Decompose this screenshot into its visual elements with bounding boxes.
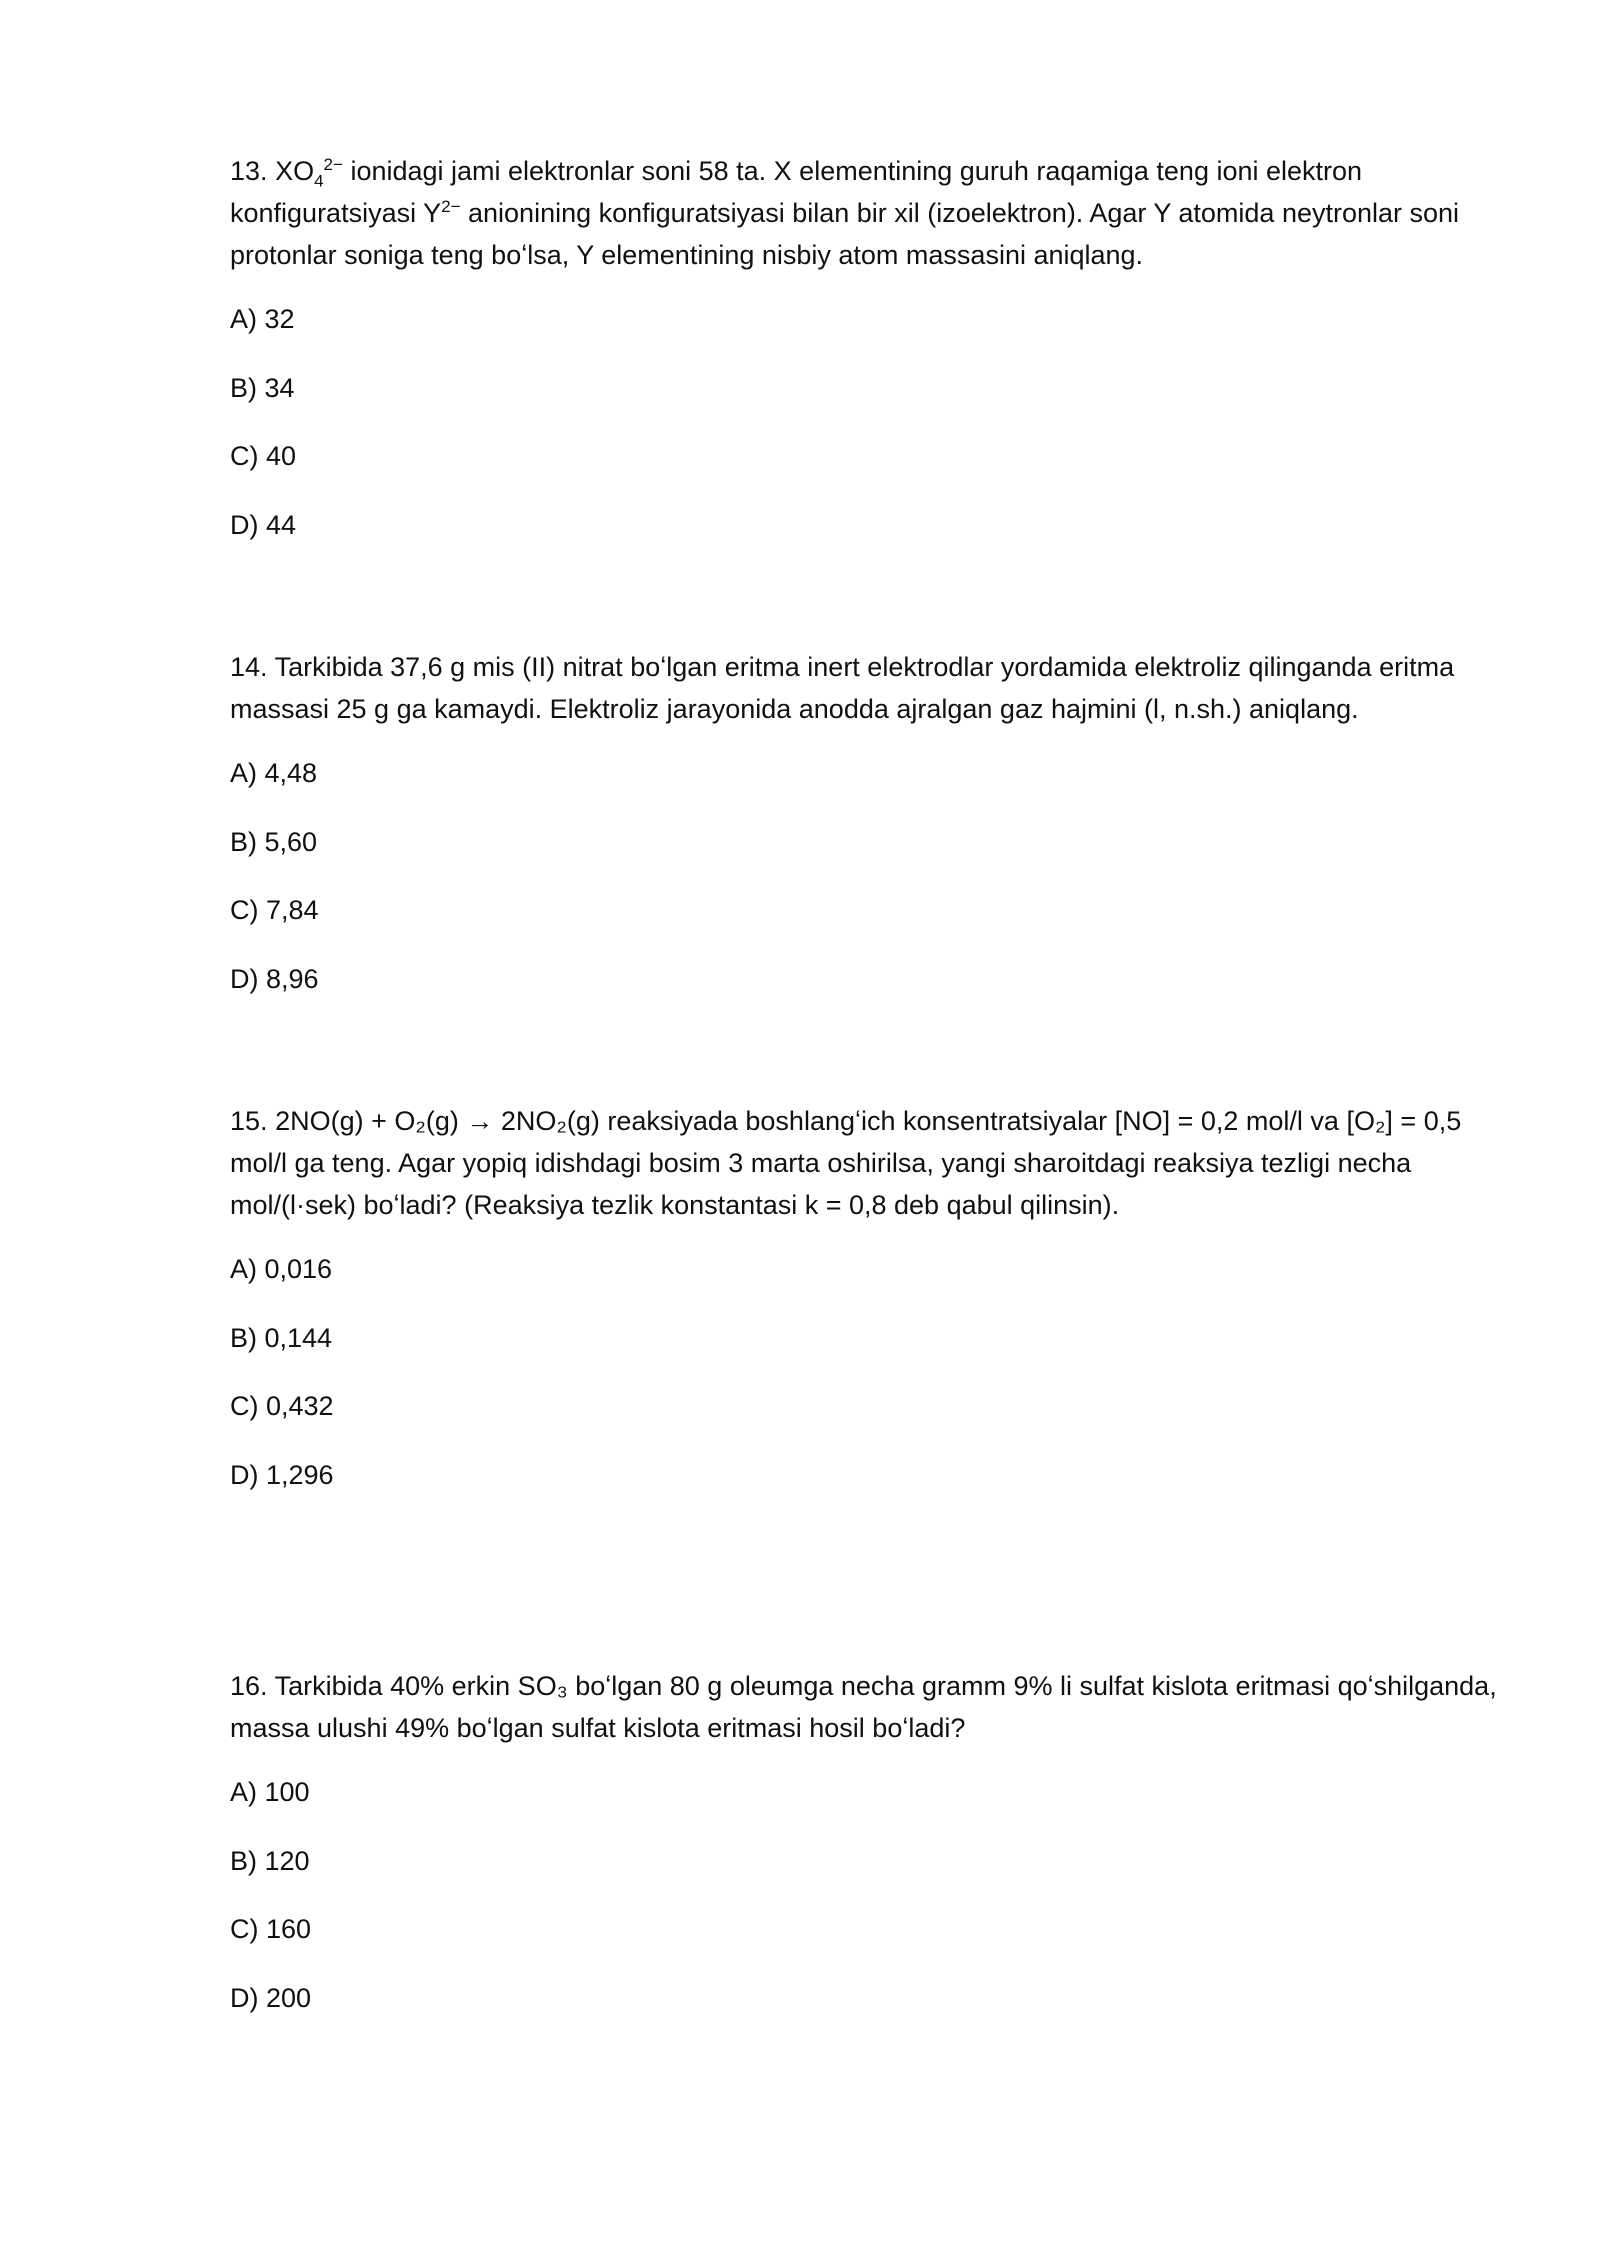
option-c: C) 160	[230, 1914, 312, 1944]
option-d: D) 44	[230, 509, 297, 540]
option-a: A) 0,016	[230, 1254, 333, 1284]
option-b: B) 120	[230, 1845, 310, 1876]
answer-options	[230, 1775, 1500, 2015]
option-d: D) 1,296	[230, 1459, 334, 1490]
question-number: 13.	[230, 156, 268, 186]
option-a: A) 100	[230, 1777, 310, 1807]
answer-options	[230, 756, 1500, 996]
option-d: D) 8,96	[230, 963, 319, 994]
question-14	[230, 646, 1500, 1030]
option-a: A) 4,48	[230, 758, 318, 788]
question-text: 15. 2NO(g) + O₂(g) → 2NO₂(g) reaksiyada boshlangʻich konsentratsiyalar [NO] = 0,2 mol/l va [O₂] = 0,5 mol/l ga teng. Agar yopiq idishdagi bosim 3 marta oshirilsa, yangi sharoitdagi reaksiya tezligi necha mol/(l·sek) boʻladi? (Reaksiya tezlik konstantasi k = 0,8 deb qabul qilinsin).	[230, 1106, 1462, 1220]
option-a: A) 32	[230, 304, 295, 334]
question-number: 14.	[230, 652, 268, 682]
question-text: 16. Tarkibida 40% erkin SO₃ boʻlgan 80 g oleumga necha gramm 9% li sulfat kislota eritmasi qoʻshilganda, massa ulushi 49% boʻlgan sulfat kislota eritmasi hosil boʻladi?	[230, 1671, 1497, 1743]
question-15	[230, 1100, 1500, 1526]
option-b: B) 5,60	[230, 826, 318, 857]
answer-options	[230, 1252, 1500, 1492]
question-number: 16.	[230, 1671, 268, 1701]
option-b: B) 0,144	[230, 1322, 333, 1353]
question-16	[230, 1665, 1500, 2049]
option-c: C) 0,432	[230, 1391, 334, 1421]
question-number: 15.	[230, 1106, 268, 1136]
answer-options	[230, 302, 1500, 542]
option-d: D) 200	[230, 1982, 312, 2013]
option-c: C) 40	[230, 441, 297, 471]
question-text: 14. Tarkibida 37,6 g mis (II) nitrat boʻlgan eritma inert elektrodlar yordamida elektroliz qilinganda eritma massasi 25 g ga kamaydi. Elektroliz jarayonida anodda ajralgan gaz hajmini (l, n.sh.) aniqlang.	[230, 652, 1455, 724]
question-13	[230, 150, 1500, 576]
option-b: B) 34	[230, 372, 295, 403]
option-c: C) 7,84	[230, 895, 319, 925]
question-text: 13. $XO_4^{2-}$ ionidagi jami elektronlar soni 58 ta. X elementining guruh raqamiga teng ioni elektron konfiguratsiyasi $Y^{2-}$ anionining konfiguratsiyasi bilan bir xil (izoelektron). Agar Y atomida neytronlar soni protonlar soniga teng boʻlsa, Y elementining nisbiy atom massasini aniqlang.	[230, 155, 1460, 270]
